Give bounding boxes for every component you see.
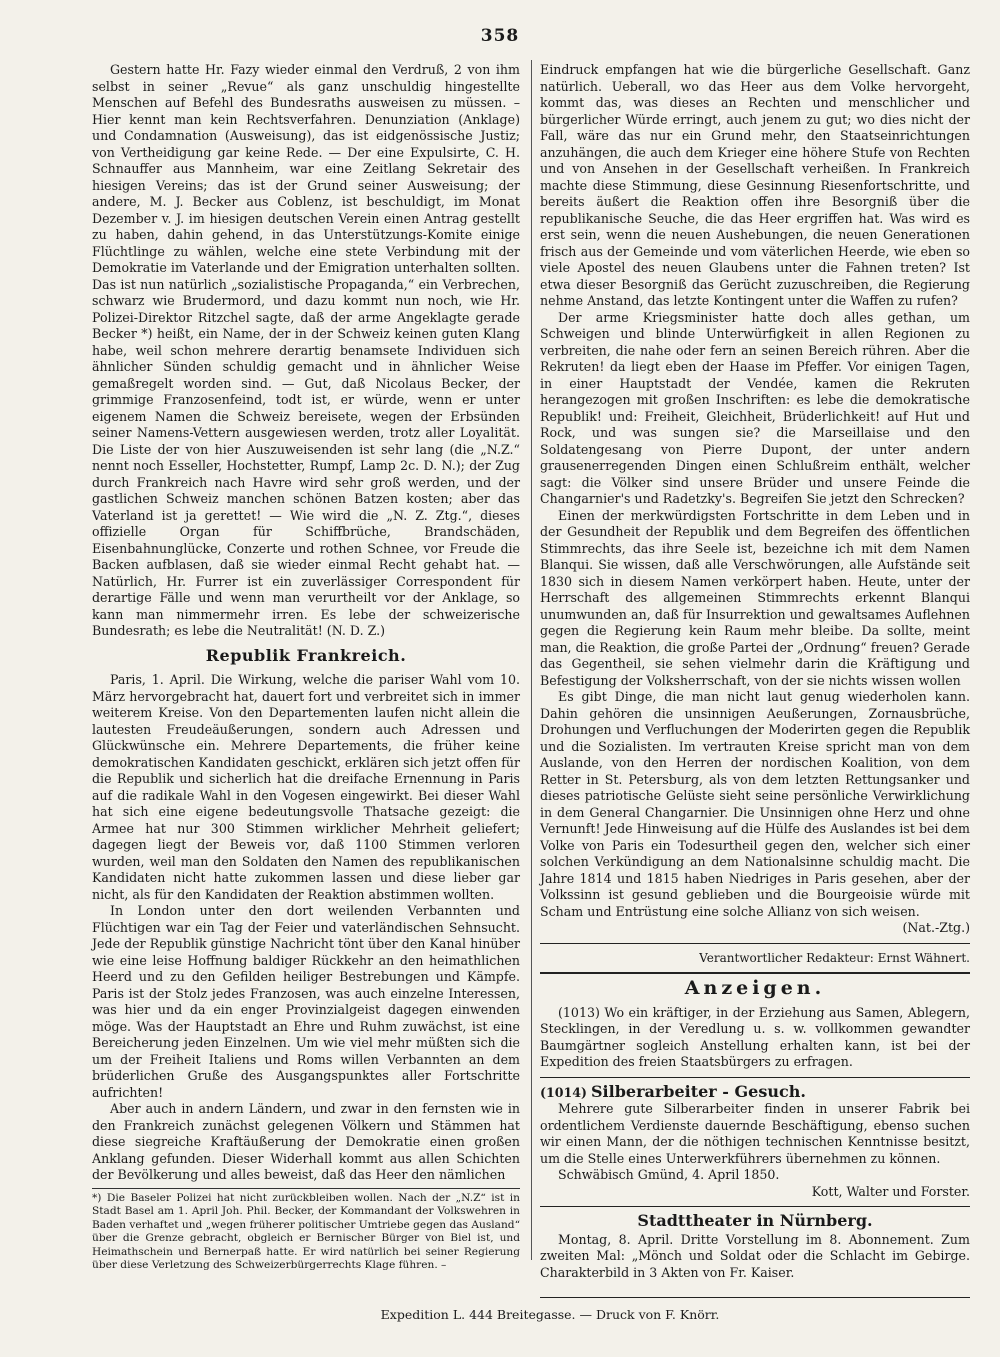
- ad-text: Mehrere gute Silberarbeiter finden in unserer Fabrik bei ordentlichem Verdienste dauernde Beschäftigung, ebenso suchen wir einen Mann, der die nöthigen technischen Kenntnisse besitzt, um die Stelle eines Unterwerkführers übernehmen zu können.: [540, 1101, 970, 1166]
- ads-heading: Anzeigen.: [684, 977, 826, 999]
- footer-divider: [540, 1297, 970, 1298]
- ad-text: (1013) Wo ein kräftiger, in der Erziehung aus Samen, Ablegern, Stecklingen, in der Veredlung u. s. w. vollkommen gewandter Baumgärtner sogleich Anstellung erhalten kann, ist bei der Expedition des freien Staatsbürgers zu erfragen.: [540, 1004, 970, 1069]
- page-number: 358: [480, 26, 520, 46]
- article-paragraph: In London unter den dort weilenden Verbannten und Flüchtigen war ein Tag der Feier und vaterländischen Sehnsucht. Jede der Republik günstige Nachricht tönt über den Kanal hinüber wie eine leise Hoffnung baldiger Rückkehr an den heimathlichen Heerd und zu den Gefilden heiliger Bestrebungen und Kämpfe. Paris ist der Stolz jedes Franzosen, was auch einzelne Interessen, was hier und da ein enger Provinzialgeist dagegen einwenden möge. Was der Hauptstadt an Ehre und Ruhm zuwächst, ist eine Bereicherung jeden Einzelnen. Um wie viel mehr müßten sich die um der Freiheit Italiens und Roms willen Verbannten an dem brüderlichen Gruße des Ausgangspunktes aller Fortschritte aufrichten!: [92, 903, 520, 1100]
- ad-number: (1014): [540, 1084, 587, 1100]
- article-paragraph: Gestern hatte Hr. Fazy wieder einmal den Verdruß, 2 von ihm selbst in seiner „Revue“ als ganz unschuldig hingestellte Menschen auf Befehl des Bundesraths ausweisen zu müssen. – Hier kennt man kein Rechtsverfahren. Denunziation (Anklage) und Condamnation (Ausweisung), das ist eidgenössische Justiz; von Vertheidigung gar keine Rede. — Der eine Expulsirte, C. H. Schnauffer aus Mannheim, war eine Zeitlang Sekretair des hiesigen Vereins; das ist der Grund seiner Ausweisung; der andere, M. J. Becker aus Coblenz, ist beschuldigt, im Monat Dezember v. J. im hiesigen deutschen Verein einen Antrag gestellt zu haben, dahin gehend, in das Unterstützungs-Komite einige Flüchtlinge zu wählen, welche eine stete Verbindung mit der Demokratie im Vaterlande und der Emigration unterhalten sollten. Das ist nun natürlich „sozialistische Propaganda,“ ein Verbrechen, schwarz wie Brudermord, und dazu kommt nun noch, wie Hr. Polizei-Direktor Ritzchel sagte, daß der arme Angeklagte gerade Becker *) heißt, ein Name, der in der Schweiz keinen guten Klang habe, weil schon mehrere derartig benamsete Individuen sich ähnlicher Sünden schuldig gemacht und in ähnlicher Weise gemaßregelt worden sind. — Gut, daß Nicolaus Becker, der grimmige Franzosenfeind, todt ist, er würde, wenn er unter eigenem Namen die Schweiz bereisete, wegen der Erbsünden seiner Namens-Vettern ausgewiesen werden, trotz aller Loyalität. Die Liste der von hier Auszuweisenden ist sehr lang (die „N.Z.“ nennt noch Esseller, Hochstetter, Rumpf, Lamp 2c. D. N.); der Zug durch Frankreich nach Havre wird sehr groß werden, und der gastlichen Schweiz manchen schönen Batzen kosten; aber das Vaterland ist ja gerettet! — Wie wird die „N. Z. Ztg.“, dieses offizielle Organ für Schiffbrüche, Brandschäden, Eisenbahnunglücke, Conzerte und rothen Schnee, vor Freude die Backen aufblasen, daß sie wieder einmal Recht gehabt hat. — Natürlich, Hr. Furrer ist ein zuverlässiger Correspondent für derartige Fälle und wenn man verurtheilt vor der Anklage, so kann man nimmermehr irren. Es lebe der schweizerische Bundesrath; es lebe die Neutralität! (N. D. Z.): [92, 62, 520, 638]
- theater-text: Montag, 8. April. Dritte Vorstellung im 8. Abonnement. Zum zweiten Mal: „Mönch und Soldat oder die Schlacht im Gebirge. Charakterbild in 3 Akten von Fr. Kaiser.: [540, 1231, 970, 1280]
- column-divider: [531, 60, 532, 1260]
- article-paragraph: Einen der merkwürdigsten Fortschritte in dem Leben und in der Gesundheit der Republik und dem Begreifen des öffentlichen Stimmrechts, das ihre Seele ist, bezeichne ich mit dem Namen Blanqui. Sie wissen, daß alle Verschwörungen, alle Aufstände seit 1830 sich in diesem Namen verkörpert haben. Heute, unter der Herrschaft des allgemeinen Stimmrechts erkennt Blanqui unumwunden an, daß für Insurrektion und gewaltsames Auflehnen gegen die Regierung kein Raum mehr bleibe. Da sollte, meint man, die Reaktion, die große Partei der „Ordnung“ freuen? Gerade das Gegentheil, sie sehen vielmehr darin die Kräftigung und Befestigung der Volksherrschaft, von der sie nichts wissen wollen: [540, 507, 970, 688]
- ad-header: [540, 1081, 970, 1102]
- article-paragraph: Es gibt Dinge, die man nicht laut genug wiederholen kann. Dahin gehören die unsinnigen Aeußerungen, Zornausbrüche, Drohungen und Verfluchungen der Moderirten gegen die Republik und die Sozialisten. Im vertrauten Kreise spricht man von dem Auslande, von den Herren der nordischen Koalition, von dem Retter in St. Petersburg, als von dem letzten Rettungsanker und dieses patriotische Gelüste sieht seine persönliche Verwirklichung in dem General Changarnier. Die Unsinnigen ohne Herz und ohne Vernunft! Jede Hinweisung auf die Hülfe des Auslandes ist bei dem Volke von Paris ein Todesurtheil gegen den, welcher sich einer solchen Verkündigung an dem Nationalsinne schuldig macht. Die Jahre 1814 und 1815 haben Niedriges in Paris gesehen, aber der Volkssinn ist gesund geblieben und die Bourgeoisie würde mit Scham und Entrüstung eine solche Allianz von sich weisen.: [540, 689, 970, 919]
- section-heading: Republik Frankreich.: [205, 645, 407, 665]
- editor-line: Verantwortlicher Redakteur: Ernst Wähnert.: [699, 950, 970, 965]
- ad-signature: Kott, Walter und Forster.: [811, 1183, 970, 1199]
- divider: [540, 1077, 970, 1078]
- left-column: [92, 62, 520, 1273]
- article-paragraph: Eindruck empfangen hat wie die bürgerliche Gesellschaft. Ganz natürlich. Ueberall, wo das Heer aus dem Volke hervorgeht, kommt das, was dieses an Rechten und menschlicher und bürgerlicher Würde erringt, auch jenem zu gut; wo dies nicht der Fall, wäre das nur ein Grund mehr, den Staatseinrichtungen anzuhängen, die auch dem Krieger eine höhere Stufe von Rechten und von Ansehen in der Gesellschaft verheißen. In Frankreich machte diese Stimmung, diese Gesinnung Riesenfortschritte, und bereits äußert die Reaktion offen ihre Besorgniß über die republikanische Seuche, die das Heer ergriffen hat. Was wird es erst sein, wenn die neuen Aushebungen, die neuen Generationen frisch aus der Gemeinde und vom väterlichen Heerde, wie eben so viele Apostel des neuen Glaubens unter die Fahnen treten? Ist etwa dieser Besorgniß das Gerücht zuzuschreiben, die Regierung nehme Anstand, das letzte Kontingent unter die Waffen zu rufen?: [540, 62, 970, 308]
- ad-title: Silberarbeiter - Gesuch.: [590, 1081, 806, 1101]
- footnote: *) Die Baseler Polizei hat nicht zurückbleiben wollen. Nach der „N.Z“ ist in Stadt Basel am 1. April Joh. Phil. Becker, der Kommandant der Volkswehren in Baden verhaftet und „wegen früherer politischer Umtriebe gegen das Ausland“ über die Grenze gebracht, obgleich er Bernischer Bürger von Biel ist, und Heimathschein und Bernerpaß hatte. Er wird natürlich bei seiner Regierung über diese Verletzung des Schweizerbürgerrechts Klage führen. –: [92, 1188, 520, 1274]
- right-column: [540, 62, 970, 1281]
- article-source: (Nat.-Ztg.): [902, 920, 970, 935]
- ad-place: Schwäbisch Gmünd, 4. April 1850.: [558, 1167, 780, 1182]
- article-paragraph: Der arme Kriegsminister hatte doch alles gethan, um Schweigen und blinde Unterwürfigkeit in allen Regionen zu verbreiten, die nahe oder fern an seinen Bereich rühren. Aber die Rekruten! da liegt eben der Haase im Pfeffer. Vor einigen Tagen, in einer Hauptstadt der Vendée, kamen die Rekruten herangezogen mit großen Inschriften: es lebe die demokratische Republik! und: Freiheit, Gleichheit, Brüderlichkeit! auf Hut und Rock, und was sungen sie? die Marseillaise und den Soldatengesang von Pierre Dupont, der unter andern grausenerregenden Dingen einen Schlußreim enthält, welcher sagt: die Völker sind unsere Brüder und unsere Feinde die Changarnier's und Radetzky's. Begreifen Sie jetzt den Schrecken?: [540, 309, 970, 506]
- theater-heading: Stadttheater in Nürnberg.: [637, 1211, 873, 1230]
- divider: [540, 1206, 970, 1207]
- footer-imprint: Expedition L. 444 Breitegasse. — Druck von F. Knörr.: [380, 1307, 720, 1322]
- divider: [540, 943, 970, 944]
- article-paragraph: Aber auch in andern Ländern, und zwar in den fernsten wie in den Frankreich zunächst gelegenen Völkern und Stämmen hat diese siegreiche Kraftäußerung der Demokratie einen großen Anklang gefunden. Dieser Widerhall kommt aus allen Schichten der Bevölkerung und alles beweist, daß das Heer den nämlichen: [92, 1101, 520, 1182]
- divider: [540, 972, 970, 974]
- article-paragraph: Paris, 1. April. Die Wirkung, welche die pariser Wahl vom 10. März hervorgebracht hat, dauert fort und verbreitet sich in immer weiterem Kreise. Von den Departementen laufen nicht allein die lautesten Freudeäußerungen, sondern auch Adressen und Glückwünsche ein. Mehrere Departements, die früher keine demokratischen Kandidaten geschickt, erklären sich jetzt offen für die Republik und sicherlich hat die dreifache Ernennung in Paris auf die radikale Wahl in den Vogesen eingewirkt. Bei dieser Wahl hat sich eine eigene bedeutungsvolle Thatsache gezeigt: die Armee hat nur 300 Stimmen wirklicher Mehrheit geliefert; dagegen liegt der Beweis vor, daß 1100 Stimmen verloren wurden, weil man den Soldaten den Namen des republikanischen Kandidaten nicht hatte zukommen lassen und diese lieber gar nicht, als für den Kandidaten der Reaktion abstimmen wollten.: [92, 672, 520, 902]
